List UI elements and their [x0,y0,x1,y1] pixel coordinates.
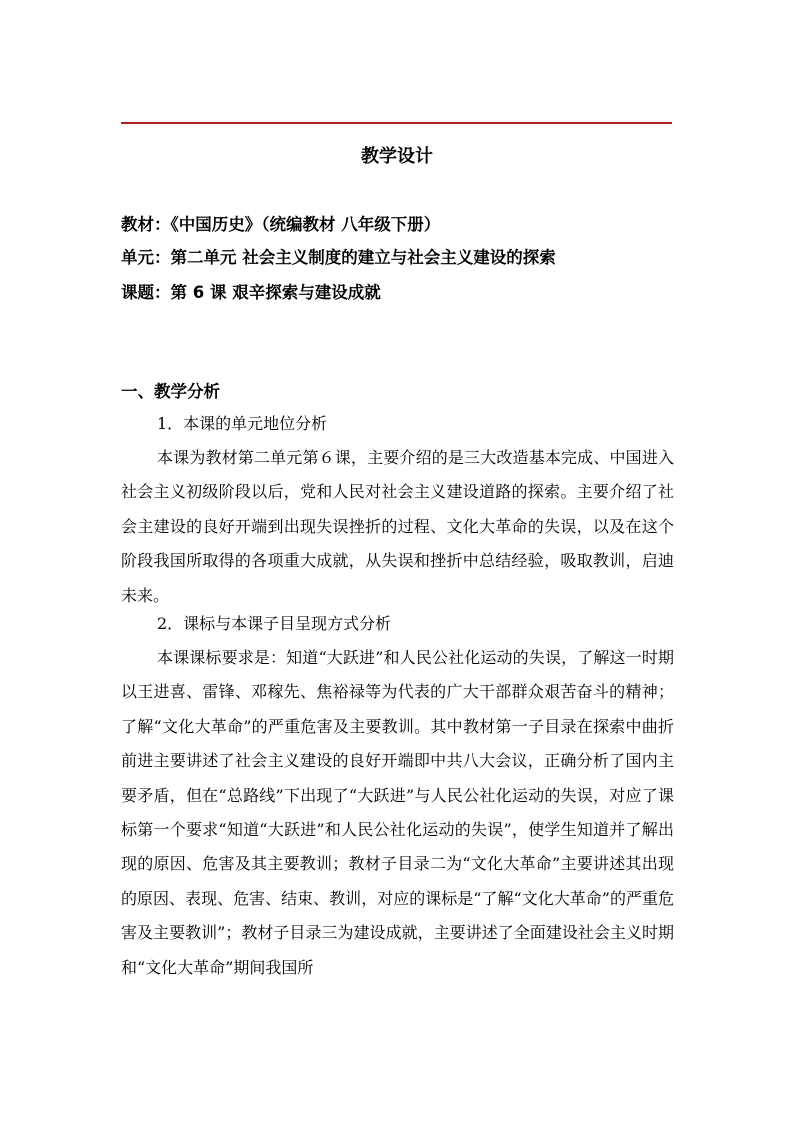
subsection-heading-unit-position: 1．本课的单元地位分析 [157,414,328,433]
unit-line: 单元：第二单元 社会主义制度的建立与社会主义建设的探索 [121,248,556,267]
paragraph-curriculum-analysis: 本课课标要求是：知道“大跃进”和人民公社化运动的失误，了解这一时期以王进喜、雷锋、邓稼先、焦裕禄等为代表的广大干部群众艰苦奋斗的精神；了解“文化大革命”的严重危害及主要教训。其中教材第一子目录在探索中曲折前进主要讲述了社会主义建设的良好开端即中共八大会议，正确分析了国内主要矛盾，但在“总路线”下出现了“大跃进”与人民公社化运动的失误，对应了课标第一个要求“知道“大跃进”和人民公社化运动的失误”，使学生知道并了解出现的原因、危害及其主要教训；教材子目录二为“文化大革命”主要讲述其出现的原因、表现、危害、结束、教训，对应的课标是“了解“文化大革命”的严重危害及主要教训”；教材子目录三为建设成就，主要讲述了全面建设社会主义时期和“文化大革命”期间我国所 [121,648,674,977]
document-title: 教学设计 [361,146,433,167]
paragraph-unit-position: 本课为教材第二单元第６课，主要介绍的是三大改造基本完成、中国进入社会主义初级阶段以后，党和人民对社会主义建设道路的探索。主要介绍了社会主建设的良好开端到出现失误挫折的过程、文化大革命的失误，以及在这个阶段我国所取得的各项重大成就，从失误和挫折中总结经验，吸取教训，启迪未来。 [121,448,674,605]
subsection-heading-curriculum-analysis: 2．课标与本课子目呈现方式分析 [157,614,392,633]
textbook-line: 教材：《中国历史》（统编教材 八年级下册） [121,215,441,234]
lesson-line: 课题：第 6 课 艰辛探索与建设成就 [121,283,381,302]
header-rule [121,122,672,124]
section-heading-teaching-analysis: 一、教学分析 [121,382,220,401]
